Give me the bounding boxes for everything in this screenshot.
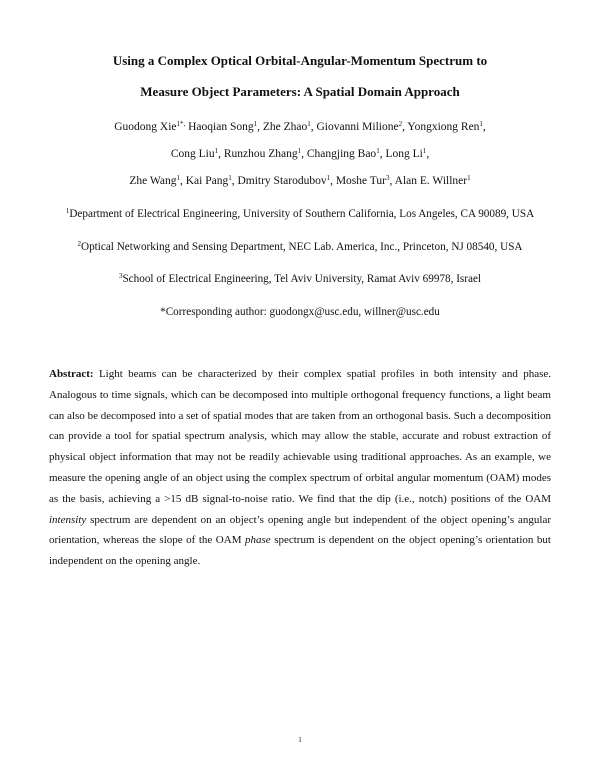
- author-affiliation-mark: 1: [422, 147, 427, 155]
- affiliation-mark: 3: [118, 272, 123, 280]
- affiliation-2: [20, 241, 580, 253]
- author-affiliation-mark: 1: [479, 120, 483, 128]
- affiliation-3: [20, 273, 580, 285]
- author-affiliation-mark: 1: [307, 120, 311, 128]
- author-affiliation-mark: 1: [228, 174, 232, 182]
- page-number: 1: [298, 736, 302, 744]
- author-name: Yongxiong Ren: [407, 121, 480, 133]
- corresponding-author: *Corresponding author: guodongx@usc.edu, willner@usc.edu: [160, 306, 440, 318]
- author-name: Guodong Xie: [114, 121, 177, 133]
- author-name: Zhe Zhao: [262, 121, 308, 133]
- author-name: Changjing Bao: [306, 148, 377, 160]
- abstract-text: Light beams can be characterized by their complex spatial profiles in both intensity and phase. Analogous to time signals, which can be decomposed into multiple orthogonal frequency functions, a light beam can also be decomposed into a set of spatial modes that are taken from an orthogonal basis. Such a decomposition can provide a tool for spatial spectrum analysis, which may allow the stable, accurate and robust extraction of physical object information that may not be readily achievable using traditional approaches. As an example, we measure the opening angle of an object using the complex spectrum of orbital angular momentum (OAM) modes as the basis, achieving a >15 dB signal-to-noise ratio. We find that the dip (i.e., notch) positions of the OAM: [49, 368, 551, 505]
- affiliation-mark: 1: [65, 207, 70, 215]
- author-affiliation-mark: 1*,: [176, 120, 186, 128]
- paper-title-line-2: Measure Object Parameters: A Spatial Domain Approach: [140, 84, 460, 99]
- paper-title-line-1: Using a Complex Optical Orbital-Angular-Momentum Spectrum to: [112, 53, 488, 68]
- author-affiliation-mark: 1: [253, 120, 258, 128]
- abstract-italic-term: phase: [245, 534, 271, 547]
- author-line-3: Zhe Wang$^1$, Kai Pang$^1$, Dmitry Starodubov$^1$, Moshe Tur$^3$, Alan E. Willner$^1$: [129, 174, 471, 187]
- affiliation-1: [20, 208, 580, 220]
- author-affiliation-mark: 1: [297, 147, 302, 155]
- author-affiliation-mark: 2: [398, 120, 403, 128]
- author-affiliation-mark: 1: [376, 147, 380, 155]
- author-affiliation-mark: 1: [176, 174, 180, 182]
- abstract-italic-term: intensity: [49, 513, 87, 526]
- author-name: Alan E. Willner: [394, 175, 468, 187]
- author-line-1: Guodong Xie$^{1*,}$ Haoqian Song$^1$, Zhe Zhao$^1$, Giovanni Milione$^2$, Yongxiong Ren$^1$,: [114, 120, 486, 133]
- author-affiliation-mark: 1: [326, 174, 331, 182]
- author-name: Kai Pang: [185, 175, 229, 187]
- author-name: Dmitry Starodubov: [237, 175, 327, 187]
- affiliation-text: School of Electrical Engineering, Tel Aviv University, Ramat Aviv 69978, Israel: [122, 273, 482, 285]
- author-name: Moshe Tur: [335, 175, 387, 187]
- abstract-text: spectrum are dependent on an object’s opening angle but independent of the object opening’s angular orientation, whereas the slope of the OAM: [49, 513, 551, 547]
- author-name: Giovanni Milione: [316, 121, 399, 133]
- abstract-text: spectrum is dependent on the object opening’s orientation but independent on the opening angle.: [49, 534, 551, 568]
- abstract-paragraph: [49, 364, 551, 572]
- author-name: Runzhou Zhang: [223, 148, 298, 160]
- author-affiliation-mark: 3: [386, 174, 390, 182]
- affiliation-mark: 2: [77, 240, 81, 248]
- author-affiliation-mark: 1: [214, 147, 219, 155]
- author-affiliation-mark: 1: [467, 174, 471, 182]
- author-name: Cong Liu: [170, 148, 215, 160]
- author-name: Zhe Wang: [129, 175, 177, 187]
- author-name: Long Li: [385, 148, 423, 160]
- affiliation-text: Optical Networking and Sensing Department, NEC Lab. America, Inc., Princeton, NJ 08540, USA: [80, 241, 523, 253]
- affiliation-text: Department of Electrical Engineering, University of Southern California, Los Angeles, CA 90089, USA: [69, 208, 535, 220]
- abstract-label: Abstract:: [49, 368, 94, 380]
- author-line-2: Cong Liu$^1$, Runzhou Zhang$^1$, Changjing Bao$^1$, Long Li$^1$,: [170, 147, 430, 160]
- author-name: Haoqian Song: [188, 121, 254, 133]
